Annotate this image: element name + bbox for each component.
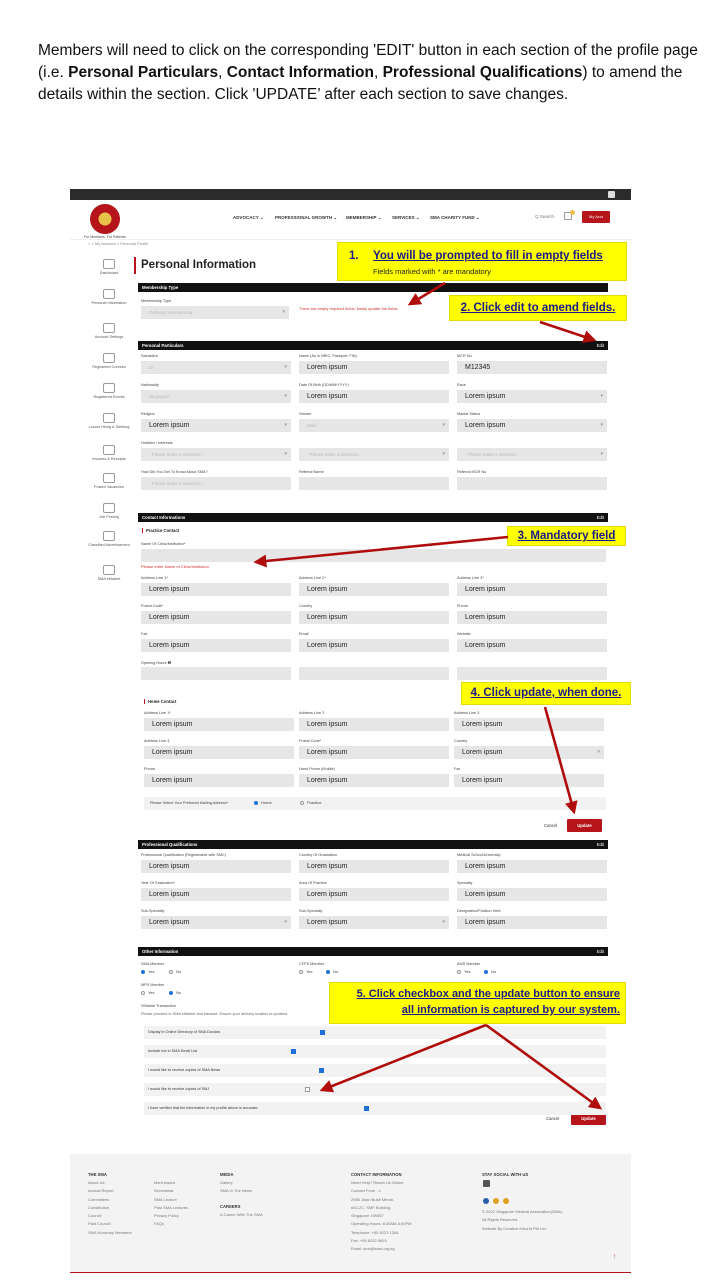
professional-label: Sub-Specialty bbox=[299, 909, 323, 913]
professional-field[interactable]: Lorem ipsum bbox=[299, 888, 449, 901]
footer-sma-links-2[interactable]: Merit Award Secretariat SMA Lecture Past SMA Lectures Privacy Policy FAQs bbox=[154, 1180, 189, 1227]
personal-label: Hobbies / Interests bbox=[141, 441, 173, 445]
professional-field[interactable]: Lorem ipsum bbox=[457, 888, 607, 901]
checkbox-label: Display in Online Directory of SMA Doctors bbox=[148, 1030, 221, 1034]
mailing-label: Please Select Your Preferred Mailing Address* bbox=[150, 801, 229, 805]
sidebar-label: Locum Hiring & Seeking bbox=[88, 425, 130, 429]
ams-yes-radio[interactable] bbox=[457, 969, 471, 974]
course-icon bbox=[103, 353, 115, 363]
radio-label: Yes bbox=[306, 969, 313, 974]
edit-other-button[interactable]: Edit bbox=[596, 949, 604, 954]
personal-field[interactable]: Lorem ipsum ▾ bbox=[457, 390, 607, 403]
personal-field[interactable]: Singapore ▾ bbox=[141, 390, 291, 403]
sidebar-item-dashboard[interactable] bbox=[88, 259, 130, 276]
page-title: Personal Information bbox=[134, 257, 256, 274]
edit-contact-button[interactable]: Edit bbox=[596, 515, 604, 520]
personal-label: Gender bbox=[299, 412, 312, 416]
membership-type-label: Membership Type bbox=[141, 299, 172, 303]
sidebar-label: Invoices & Receipts bbox=[92, 457, 126, 461]
radio-label: No bbox=[333, 969, 339, 974]
home-label: Hand Phone (Mobile) bbox=[299, 767, 335, 771]
vacancy-icon bbox=[103, 473, 115, 483]
radio-dot bbox=[169, 991, 173, 995]
home-field[interactable]: Lorem ipsum ▾ bbox=[454, 746, 604, 759]
contact-label: Country bbox=[299, 604, 313, 608]
callout-1 bbox=[337, 242, 627, 281]
radio-dot bbox=[300, 801, 304, 805]
home-label: Country bbox=[454, 739, 468, 743]
home-field[interactable]: Lorem ipsum bbox=[144, 746, 294, 759]
personal-field[interactable] bbox=[299, 477, 449, 490]
home-label: Postal Code* bbox=[299, 739, 322, 743]
radio-dot bbox=[141, 970, 145, 974]
home-label: Address Line 1* bbox=[144, 711, 171, 715]
personal-field[interactable]: Male ▾ bbox=[299, 419, 449, 432]
my-account-button[interactable]: My Acct bbox=[582, 211, 610, 223]
award-logo-icon bbox=[493, 1198, 499, 1204]
contact-update-button[interactable]: Update bbox=[567, 819, 602, 832]
callout-2 bbox=[449, 295, 627, 321]
sidebar-label: SMA eMarket bbox=[97, 577, 121, 581]
personal-field[interactable]: - Please make a selection - bbox=[141, 477, 291, 490]
footer-careers-link[interactable]: A Career With The SMA bbox=[220, 1212, 263, 1217]
home-contact-heading: Home Contact bbox=[144, 699, 176, 704]
sidebar-item-job-posting[interactable] bbox=[88, 503, 130, 520]
home-field[interactable]: Lorem ipsum bbox=[454, 774, 604, 787]
contact-label: Address Line 2* bbox=[299, 576, 326, 580]
contact-field[interactable]: Lorem ipsum bbox=[457, 611, 607, 624]
section-title: Membership Type bbox=[142, 285, 179, 290]
clinic-name-field[interactable] bbox=[141, 549, 606, 562]
radio-dot bbox=[326, 970, 330, 974]
personal-field[interactable]: M12345 bbox=[457, 361, 607, 374]
professional-field[interactable]: Lorem ipsum ▾ bbox=[141, 916, 291, 929]
award-logo-icon bbox=[503, 1198, 509, 1204]
callout-4-text: 4. Click update, when done. bbox=[470, 687, 622, 699]
intro-suffix: ) to amend the details within the section. Click 'UPDATE’ after each section to save changes. bbox=[38, 64, 683, 103]
cfps-yes-radio[interactable] bbox=[299, 969, 313, 974]
home-field[interactable]: Lorem ipsum bbox=[144, 774, 294, 787]
ams-no-radio[interactable] bbox=[484, 969, 496, 974]
checkbox-row bbox=[144, 1102, 606, 1115]
checkbox-row bbox=[144, 1026, 606, 1039]
nav-advocacy[interactable]: ADVOCACY ⌄ bbox=[233, 215, 264, 220]
radio-label: Practice bbox=[307, 800, 322, 805]
empty-fields-error: There are empty required fields. kindly update the fields. bbox=[299, 306, 399, 311]
contact-label: Phone bbox=[457, 604, 468, 608]
personal-label: Name (As in NRIC, Passport, FIN) bbox=[299, 354, 357, 358]
contact-label: Email bbox=[299, 632, 309, 636]
nav-services[interactable]: SERVICES ⌄ bbox=[392, 215, 420, 220]
callout-5-line-2: all information is captured by our system. bbox=[401, 1004, 620, 1016]
sidebar-item-invoices[interactable] bbox=[88, 445, 130, 462]
sma-logo[interactable] bbox=[90, 204, 120, 234]
facebook-icon[interactable] bbox=[483, 1180, 490, 1187]
contact-field[interactable]: Lorem ipsum bbox=[141, 611, 291, 624]
intro-sep-2: , bbox=[373, 64, 383, 81]
settings-icon bbox=[103, 323, 115, 333]
personal-field[interactable]: Dr ▾ bbox=[141, 361, 291, 374]
callout-3 bbox=[507, 526, 626, 546]
nav-professional-growth[interactable]: PROFESSIONAL GROWTH ⌄ bbox=[275, 215, 338, 220]
home-field[interactable]: Lorem ipsum bbox=[299, 746, 449, 759]
mailing-practice-radio[interactable] bbox=[300, 800, 321, 805]
personal-field[interactable]: - Please make a selection - ▾ bbox=[141, 448, 291, 461]
other-header bbox=[138, 947, 608, 956]
profile-screenshot bbox=[70, 189, 631, 1273]
home-field[interactable]: Lorem ipsum bbox=[299, 718, 449, 731]
checkbox[interactable] bbox=[364, 1106, 369, 1111]
professional-label: Sub-Specialty bbox=[141, 909, 165, 913]
footer-contact-title: CONTACT INFORMATION bbox=[351, 1172, 402, 1177]
intro-contact: Contact Information bbox=[226, 64, 374, 81]
checkbox-label: Include me in SMA Email List bbox=[148, 1049, 198, 1053]
mailing-home-radio[interactable] bbox=[254, 800, 272, 805]
award-logo-icon bbox=[483, 1198, 489, 1204]
personal-field[interactable]: - Please make a selection - ▾ bbox=[457, 448, 607, 461]
contact-field[interactable]: Lorem ipsum bbox=[299, 639, 449, 652]
site-footer bbox=[70, 1154, 631, 1273]
sidebar-item-courses[interactable] bbox=[88, 353, 130, 370]
professional-field[interactable]: Lorem ipsum bbox=[141, 888, 291, 901]
radio-dot bbox=[457, 970, 461, 974]
dashboard-icon bbox=[103, 259, 115, 269]
cfps-member-label: CFPS Member bbox=[299, 962, 325, 966]
sidebar-label: Personal Information bbox=[91, 301, 127, 305]
sidebar-label: Classified Advertisement bbox=[88, 543, 130, 547]
contact-label: Fax bbox=[141, 632, 148, 636]
contact-field[interactable]: Lorem ipsum bbox=[457, 639, 607, 652]
radio-dot bbox=[169, 970, 173, 974]
contact-label: Website bbox=[457, 632, 471, 636]
personal-label: Religion bbox=[141, 412, 155, 416]
checkbox-label: I have verified that the information in my profile above is accurate. bbox=[148, 1106, 259, 1110]
event-icon bbox=[103, 383, 115, 393]
footer-careers-title: CAREERS bbox=[220, 1204, 241, 1209]
radio-label: Yes bbox=[148, 990, 155, 995]
logo-tagline: For Members. For Patients. bbox=[84, 235, 127, 239]
contact-field[interactable]: Lorem ipsum bbox=[299, 583, 449, 596]
footer-copyright: © 2022 Singapore Medical Association(SMA). All Rights Reserved. Website By Creative eWorld Pte Ltd. bbox=[482, 1209, 563, 1231]
personal-label: MCR No. bbox=[457, 354, 473, 358]
mps-no-radio[interactable] bbox=[169, 990, 181, 995]
checkbox[interactable] bbox=[291, 1049, 296, 1054]
ams-member-label: AMS Member bbox=[457, 962, 481, 966]
personal-label: Nationality bbox=[141, 383, 159, 387]
professional-header bbox=[138, 840, 608, 849]
sma-no-radio[interactable] bbox=[169, 969, 181, 974]
clinic-name-error: Please enter Name of Clinic/Institution bbox=[141, 564, 209, 569]
contact-label: Address Line 3* bbox=[457, 576, 484, 580]
professional-label: Area Of Practice bbox=[299, 881, 327, 885]
personal-header bbox=[138, 341, 608, 350]
radio-label: No bbox=[176, 990, 182, 995]
nav-membership[interactable]: MEMBERSHIP ⌄ bbox=[346, 215, 382, 220]
footer-media-title: MEDIA bbox=[220, 1172, 234, 1177]
contact-label: Address Line 1* bbox=[141, 576, 168, 580]
personal-label: Marital Status bbox=[457, 412, 481, 416]
radio-dot bbox=[141, 991, 145, 995]
locum-icon bbox=[103, 413, 115, 423]
checkbox-row bbox=[144, 1064, 606, 1077]
search-link[interactable]: Q Search bbox=[535, 214, 555, 219]
home-field[interactable]: Lorem ipsum bbox=[144, 718, 294, 731]
top-bar bbox=[70, 189, 631, 200]
home-label: Address Line 3 bbox=[454, 711, 480, 715]
home-label: Address Line 4 bbox=[144, 739, 170, 743]
membership-header bbox=[138, 283, 608, 292]
contact-field[interactable]: Lorem ipsum bbox=[299, 611, 449, 624]
intro-sep-1: , bbox=[218, 64, 227, 81]
radio-dot bbox=[484, 970, 488, 974]
professional-field[interactable]: Lorem ipsum bbox=[141, 860, 291, 873]
intro-prefix: (i.e. bbox=[38, 64, 69, 81]
sidebar-item-classified[interactable] bbox=[88, 531, 130, 548]
radio-label: No bbox=[176, 969, 182, 974]
personal-label: Referral MCR No. bbox=[457, 470, 488, 474]
section-title: Other Information bbox=[142, 949, 179, 954]
callout-1-title: You will be prompted to fill in empty fields bbox=[373, 250, 603, 262]
personal-label: How Did You Get To Know About SMA? bbox=[141, 470, 208, 474]
personal-field[interactable]: Lorem ipsum ▾ bbox=[141, 419, 291, 432]
opening-hours-field[interactable] bbox=[141, 667, 291, 680]
personal-label: Race bbox=[457, 383, 466, 387]
callout-4 bbox=[461, 682, 631, 705]
other-update-button[interactable]: Update bbox=[571, 1112, 606, 1125]
callout-5-line-1: 5. Click checkbox and the update button to ensure bbox=[356, 988, 620, 1000]
nav-charity-fund[interactable]: SMA CHARITY FUND ⌄ bbox=[430, 215, 480, 220]
contact-cancel-button[interactable]: Cancel bbox=[544, 823, 558, 828]
emarket-label: SMarket Transaction bbox=[141, 1004, 176, 1008]
personal-field[interactable]: Lorem ipsum bbox=[299, 390, 449, 403]
intro-professional: Professional Qualifications bbox=[382, 64, 583, 81]
personal-label: Salutation bbox=[141, 354, 158, 358]
home-field[interactable]: Lorem ipsum bbox=[454, 718, 604, 731]
radio-label: No bbox=[491, 969, 497, 974]
sidebar-item-vacancies[interactable] bbox=[88, 473, 130, 490]
award-logos bbox=[483, 1196, 523, 1206]
footer-media-links[interactable]: Gallery SMA In The News bbox=[220, 1180, 252, 1194]
callout-2-text: 2. Click edit to amend fields. bbox=[460, 302, 616, 314]
contact-field[interactable]: Lorem ipsum bbox=[457, 583, 607, 596]
professional-label: Professional Qualification (Registerable with SMC) bbox=[141, 853, 227, 857]
professional-label: Medical School/University bbox=[457, 853, 501, 857]
opening-hours-field[interactable] bbox=[299, 667, 449, 680]
nav-bar bbox=[70, 200, 631, 240]
contact-field[interactable]: Lorem ipsum bbox=[141, 583, 291, 596]
radio-dot bbox=[299, 970, 303, 974]
professional-label: Year Of Graduation* bbox=[141, 881, 176, 885]
contact-label: Postal Code* bbox=[141, 604, 164, 608]
callout-5 bbox=[329, 982, 626, 1024]
radio-label: Yes bbox=[148, 969, 155, 974]
footer-contact-info: Need Help? Reach Us Online Contact Form -> 2985 Jalan Bukit Merah, #02-2C, SMF Building, Singapore 159457 Operating Hours: 8:30AM-6:00PM Telephone: +65 6223 1264 Fax: +65 6252 9693 Email: sma@sma.org.sg bbox=[351, 1180, 412, 1252]
sidebar-label: Registered Courses bbox=[92, 365, 126, 369]
intro-line-1: Members will need to click on the corresponding 'EDIT' button in each section of the profile page bbox=[38, 42, 698, 59]
membership-type-select[interactable]: Ordinary Membership ▾ bbox=[141, 306, 289, 319]
sidebar-item-emarket[interactable] bbox=[88, 565, 130, 582]
cfps-no-radio[interactable] bbox=[326, 969, 338, 974]
contact-header bbox=[138, 513, 608, 522]
radio-dot bbox=[254, 801, 258, 805]
sidebar-label: Dashboard bbox=[99, 271, 119, 275]
checkbox-row bbox=[144, 1083, 606, 1096]
checkbox-label: I would like to receive copies of SMJ bbox=[148, 1087, 210, 1091]
section-title: Contact Informations bbox=[142, 515, 186, 520]
sma-member-label: SMA Member bbox=[141, 962, 164, 966]
sidebar-item-locum[interactable] bbox=[88, 413, 130, 430]
radio-label: Yes bbox=[464, 969, 471, 974]
professional-label: Specialty bbox=[457, 881, 473, 885]
classified-icon bbox=[103, 531, 115, 541]
personal-field[interactable] bbox=[457, 477, 607, 490]
professional-field[interactable]: Lorem ipsum bbox=[299, 860, 449, 873]
person-icon bbox=[103, 289, 115, 299]
other-cancel-button[interactable]: Cancel bbox=[546, 1116, 560, 1121]
professional-field[interactable]: Lorem ipsum ▾ bbox=[299, 916, 449, 929]
home-label: Address Line 2 bbox=[299, 711, 325, 715]
footer-sma-title: THE SMA bbox=[88, 1172, 107, 1177]
personal-label: Referral Name bbox=[299, 470, 324, 474]
job-icon bbox=[103, 503, 115, 513]
professional-label: Country Of Graduation bbox=[299, 853, 338, 857]
home-label: Phone bbox=[144, 767, 155, 771]
professional-field[interactable]: Lorem ipsum bbox=[457, 916, 607, 929]
section-title: Professional Qualifications bbox=[142, 842, 198, 847]
checkbox[interactable] bbox=[320, 1030, 325, 1035]
checkbox-label: I would like to receive copies of SMA News bbox=[148, 1068, 221, 1072]
mps-yes-radio[interactable] bbox=[141, 990, 155, 995]
opening-hours-field[interactable] bbox=[457, 667, 607, 680]
home-label: Fax bbox=[454, 767, 461, 771]
practice-contact-heading: Practice Contact bbox=[142, 528, 179, 533]
personal-field[interactable]: - Please make a selection - ▾ bbox=[299, 448, 449, 461]
contact-field[interactable]: Lorem ipsum bbox=[141, 639, 291, 652]
personal-label: Date Of Birth (DD/MM/YYYY) bbox=[299, 383, 349, 387]
footer-sma-links[interactable]: About Us Annual Report Committees Constitution Council Past Council SMA Honorary Members bbox=[88, 1180, 132, 1235]
sidebar-label: Posted Vacancies bbox=[93, 485, 125, 489]
market-icon bbox=[103, 565, 115, 575]
facebook-icon[interactable] bbox=[608, 191, 615, 198]
edit-personal-button[interactable]: Edit bbox=[596, 343, 604, 348]
home-field[interactable]: Lorem ipsum bbox=[299, 774, 449, 787]
mps-member-label: MPS Member bbox=[141, 983, 165, 987]
checkbox[interactable] bbox=[305, 1087, 310, 1092]
callout-1-subtitle: Fields marked with * are mandatory bbox=[373, 267, 491, 276]
personal-field[interactable]: Lorem ipsum ▾ bbox=[457, 419, 607, 432]
sidebar-label: Registered Events bbox=[93, 395, 125, 399]
sidebar-item-events[interactable] bbox=[88, 383, 130, 400]
sidebar-item-personal[interactable] bbox=[88, 289, 130, 306]
footer-social-title: STAY SOCIAL WITH US bbox=[482, 1172, 529, 1177]
emarket-text: Please proceed to SMA eMarket and transact. Ensure your delivery location is updated. bbox=[141, 1012, 288, 1016]
personal-field[interactable]: Lorem ipsum bbox=[299, 361, 449, 374]
professional-label: Designation/Position Held bbox=[457, 909, 501, 913]
sidebar-item-account-settings[interactable] bbox=[88, 323, 130, 340]
radio-label: Home bbox=[261, 800, 272, 805]
checkbox[interactable] bbox=[319, 1068, 324, 1073]
checkbox-row bbox=[144, 1045, 606, 1058]
sma-yes-radio[interactable] bbox=[141, 969, 155, 974]
callout-3-text: 3. Mandatory field bbox=[517, 530, 616, 542]
callout-1-number: 1. bbox=[349, 250, 359, 262]
intro-text bbox=[38, 40, 698, 106]
section-title: Personal Particulars bbox=[142, 343, 184, 348]
opening-hours-label: Opening Hours ❶ bbox=[141, 661, 171, 665]
intro-personal: Personal Particulars bbox=[68, 64, 219, 81]
back-to-top-icon[interactable]: ↑ bbox=[613, 1254, 616, 1260]
sidebar-label: Job Posting bbox=[99, 515, 119, 519]
breadcrumb[interactable]: ⌂ > My Account > Personal Profile bbox=[88, 241, 149, 246]
invoice-icon bbox=[103, 445, 115, 455]
clinic-name-label: Name Of Clinic/Institution* bbox=[141, 542, 186, 546]
sidebar-label: Account Settings bbox=[94, 335, 124, 339]
professional-field[interactable]: Lorem ipsum bbox=[457, 860, 607, 873]
edit-professional-button[interactable]: Edit bbox=[596, 842, 604, 847]
cart-badge bbox=[570, 210, 575, 215]
